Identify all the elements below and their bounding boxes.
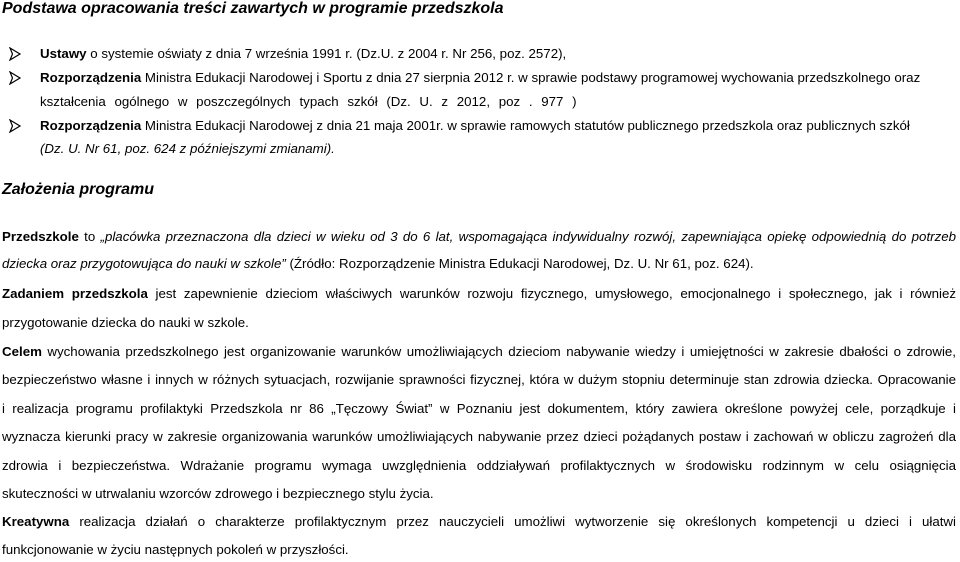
paragraph-line: funkcjonowanie w życiu następnych pokoleń w przyszłości. <box>2 542 349 557</box>
paragraph-line: i realizacja programu profilaktyki Przedszkola nr 86 „Tęczowy Świat” w Poznaniu jest dokumentem, który zawiera określone powyżej cele, porządkuje i <box>2 401 956 416</box>
paragraph-line: Kreatywna realizacja działań o charakterze profilaktycznym przez nauczycieli umożliwi wytworzenie się określonych kompetencji u dzieci i ułatwi <box>2 514 956 529</box>
paragraph-line: dziecka oraz przygotowująca do nauki w szkole” (Źródło: Rozporządzenie Ministra Edukacji Narodowej, Dz. U. Nr 61, poz. 624). <box>2 256 754 271</box>
legal-basis-item-continued: kształcenia ogólnego w poszczególnych typach szkół (Dz. U. z 2012, poz . 977 ) <box>40 94 577 109</box>
legal-basis-item-continued: (Dz. U. Nr 61, poz. 624 z późniejszymi zmianami). <box>40 141 335 156</box>
paragraph-line: skuteczności w utrwalaniu wzorców zdrowego i bezpiecznego stylu życia. <box>2 486 434 501</box>
paragraph-line: Przedszkole to „placówka przeznaczona dla dzieci w wieku od 3 do 6 lat, wspomagająca indywidualny rozwój, zapewniająca opiekę odpowiednią do potrzeb <box>2 229 956 244</box>
paragraph-line: zdrowia i bezpieczeństwa. Wdrażanie programu wymaga uwzględnienia oddziaływań profilaktycznych w środowisku rodzinnym w celu osiągnięcia <box>2 458 956 473</box>
paragraph-line: wyznacza kierunki pracy w zakresie organizowania warunków umożliwiających nabywanie przez dzieci pożądanych postaw i zachowań w obliczu zagrożeń dla <box>2 429 956 444</box>
paragraph-line: Zadaniem przedszkola jest zapewnienie dzieciom właściwych warunków rozwoju fizycznego, umysłowego, emocjonalnego i społecznego, jak i również <box>2 286 956 301</box>
paragraph-line: przygotowanie dziecka do nauki w szkole. <box>2 315 249 330</box>
legal-basis-item: Rozporządzenia Ministra Edukacji Narodowej z dnia 21 maja 2001r. w sprawie ramowych statutów publicznego przedszkola oraz publicznych szkół <box>40 118 910 133</box>
paragraph-line: bezpieczeństwo własne i innych w różnych sytuacjach, rozwijanie sprawności fizycznej, która w dużym stopniu determinuje stan zdrowia dziecka. Opracowanie <box>2 372 956 387</box>
legal-basis-item: Ustawy o systemie oświaty z dnia 7 września 1991 r. (Dz.U. z 2004 r. Nr 256, poz. 2572), <box>40 46 567 61</box>
legal-basis-item: Rozporządzenia Ministra Edukacji Narodowej i Sportu z dnia 27 sierpnia 2012 r. w sprawie podstawy programowej wychowania przedszkolnego oraz <box>40 70 921 85</box>
paragraph-line: Celem wychowania przedszkolnego jest organizowanie warunków umożliwiających dzieciom nabywanie wiedzy i umiejętności w zakresie dbałości o zdrowie, <box>2 344 956 359</box>
page-heading: Podstawa opracowania treści zawartych w programie przedszkola <box>2 0 504 17</box>
arrow-bullet-icon <box>8 47 22 61</box>
arrow-bullet-icon <box>8 119 22 133</box>
section-heading: Założenia programu <box>2 181 155 198</box>
arrow-bullet-icon <box>8 71 22 85</box>
